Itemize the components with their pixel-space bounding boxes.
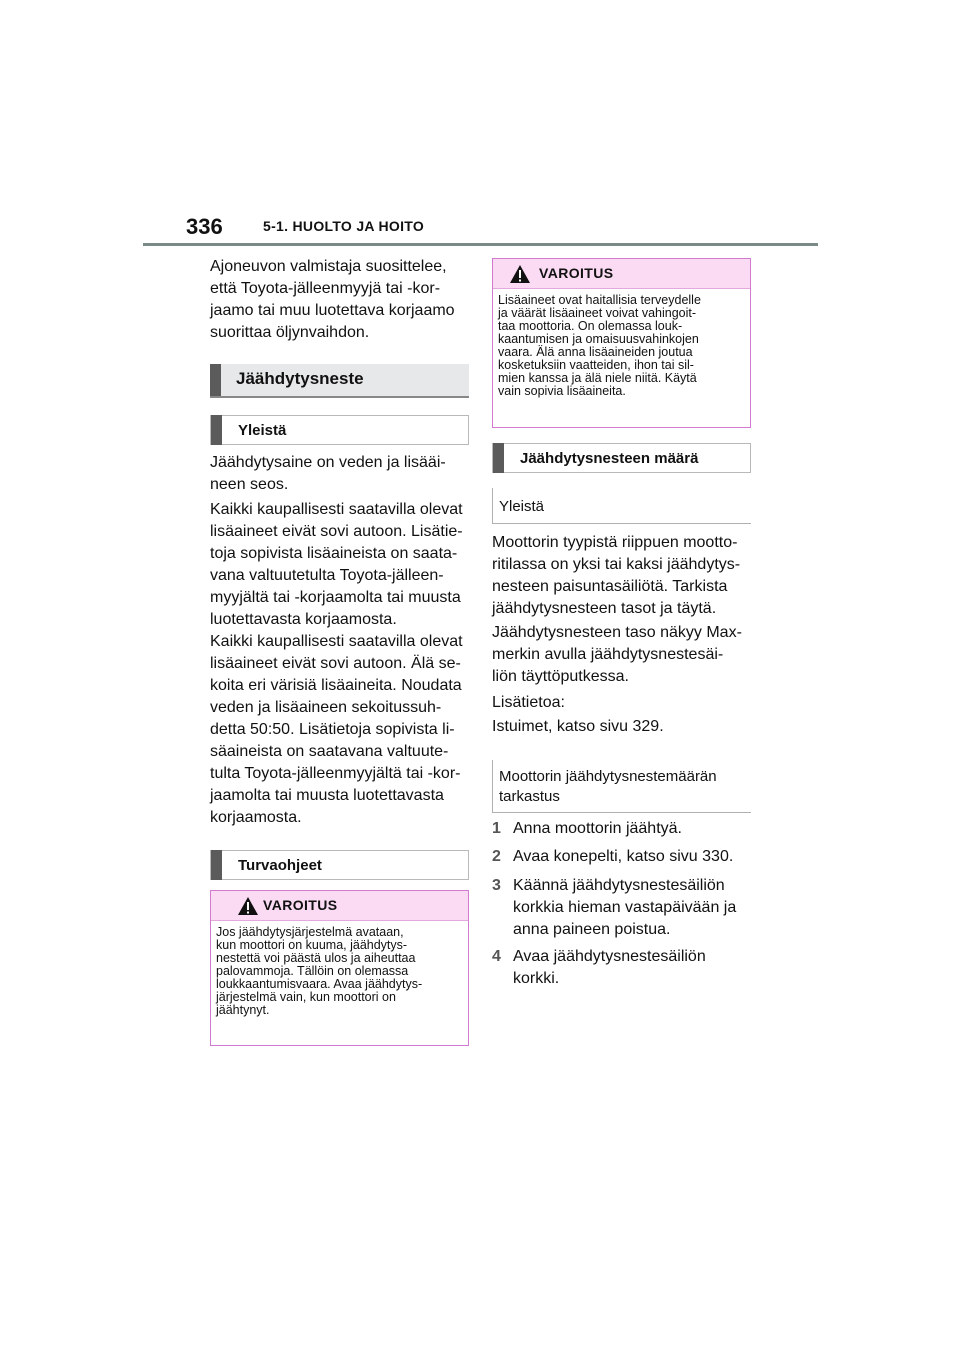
expansion-tank-paragraph <box>492 532 754 620</box>
step-text <box>513 846 753 868</box>
step-text <box>513 818 753 840</box>
text-line: luotettavasta korjaamosta. <box>210 611 397 628</box>
text-line: kun moottori on kuuma, jäähdytys- <box>216 938 408 952</box>
text-line: koita eri värisiä lisäaineita. Noudata <box>210 677 462 694</box>
heading-marker <box>493 443 504 473</box>
text-line: että Toyota-jälleenmyyjä tai -kor- <box>210 280 441 297</box>
step-number: 1 <box>492 820 501 837</box>
heading-general <box>210 415 469 445</box>
seats-reference: Istuimet, katso sivu 329. <box>492 718 664 735</box>
text-line: anna paineen poistua. <box>513 921 671 938</box>
subheading-general-text: Yleistä <box>499 498 545 515</box>
heading-coolant-amount-text: Jäähdytysnesteen määrä <box>520 450 699 467</box>
text-line: Ajoneuvon valmistaja suosittelee, <box>210 258 447 275</box>
text-line: Avaa konepelti, katso sivu 330. <box>513 848 734 865</box>
text-line: lisäaineet eivät sovi autoon. Lisätie- <box>210 523 463 540</box>
text-line: kosketuksiin vaatteiden, ihon tai sil- <box>498 358 694 372</box>
text-line: ja väärät lisäaineet voivat vahingoit- <box>498 306 697 320</box>
text-line: detta 50:50. Lisätietoja sopivista li- <box>210 721 455 738</box>
text-line: korkkia hieman vastapäivään ja <box>513 899 737 916</box>
step-text <box>513 875 753 941</box>
heading-marker <box>210 364 221 396</box>
heading-coolant <box>210 364 469 396</box>
text-line: jaamolta tai muusta luotettavasta <box>210 787 444 804</box>
coolant-mix-paragraph <box>210 452 472 496</box>
step-4 <box>492 946 754 990</box>
subheading-general <box>492 488 751 524</box>
text-line: vain sopivia lisäaineita. <box>498 384 626 398</box>
heading-coolant-amount <box>492 443 751 473</box>
text-line: Lisäaineet ovat haitallisia terveydelle <box>498 293 701 307</box>
more-info-label: Lisätietoa: <box>492 694 565 711</box>
text-line: Kaikki kaupallisesti saatavilla olevat <box>210 501 463 518</box>
text-line: ritilassa on yksi tai kaksi jäähdytys- <box>492 556 741 573</box>
text-line: nesteen paisuntasäiliötä. Tarkista <box>492 578 728 595</box>
text-line: merkin avulla jäähdytysnestesäi- <box>492 646 724 663</box>
text-line: kaantumisen ja omaisuusvahinkojen <box>498 332 699 346</box>
text-line: liön täyttöputkessa. <box>492 668 629 685</box>
heading-general-text: Yleistä <box>238 422 287 439</box>
text-line: Käännä jäähdytysnestesäiliön <box>513 877 725 894</box>
text-line: palovammoja. Tällöin on olemassa <box>216 964 409 978</box>
text-line: Kaikki kaupallisesti saatavilla olevat <box>210 633 463 650</box>
heading-safety <box>210 850 469 880</box>
text-line: myyjältä tai -korjaamolta tai muusta <box>210 589 461 606</box>
warning-box-hot-coolant <box>210 890 469 1046</box>
section-title: 5-1. HUOLTO JA HOITO <box>263 218 425 234</box>
warning-triangle-icon <box>509 264 531 284</box>
heading-safety-text: Turvaohjeet <box>238 857 322 874</box>
text-line: tulta Toyota-jälleenmyyjältä tai -kor- <box>210 765 461 782</box>
warning-title: VAROITUS <box>539 265 614 281</box>
text-line: jaamo tai muu luotettava korjaamo <box>210 302 455 319</box>
text-line: Moottorin tyypistä riippuen mootto- <box>492 534 738 551</box>
step-text <box>513 946 753 990</box>
header-divider <box>143 243 818 246</box>
additives-paragraph <box>210 499 472 829</box>
text-line: korkki. <box>513 970 560 987</box>
step-1 <box>492 818 754 840</box>
text-line: suorittaa öljynvaihdon. <box>210 324 370 341</box>
intro-paragraph <box>210 256 472 344</box>
warning-header <box>211 891 468 921</box>
text-line: nestettä voi päästä ulos ja aiheuttaa <box>216 951 416 965</box>
step-number: 4 <box>492 948 501 965</box>
warning-title: VAROITUS <box>263 897 338 913</box>
warning-header <box>493 259 750 289</box>
max-mark-paragraph <box>492 622 754 688</box>
text-line: Anna moottorin jäähtyä. <box>513 820 682 837</box>
heading-coolant-text: Jäähdytysneste <box>236 369 364 388</box>
step-2 <box>492 846 754 868</box>
text-line: jäähdytysnesteen tasot ja täytä. <box>492 600 717 617</box>
step-number: 2 <box>492 848 501 865</box>
text-line: Jos jäähdytysjärjestelmä avataan, <box>216 925 404 939</box>
heading-marker <box>211 850 222 880</box>
text-line: loukkaantumisvaara. Avaa jäähdytys- <box>216 977 423 991</box>
text-line: taa moottoria. On olemassa louk- <box>498 319 683 333</box>
text-line: vaara. Älä anna lisäaineiden joutua <box>498 345 693 359</box>
text-line: jäähtynyt. <box>216 1003 270 1017</box>
text-line: neen seos. <box>210 476 289 493</box>
heading-marker <box>211 415 222 445</box>
text-line: Moottorin jäähdytysnestemäärän <box>499 768 717 785</box>
warning-text <box>211 921 468 1017</box>
warning-box-additives <box>492 258 751 428</box>
text-line: lisäaineet eivät sovi autoon. Älä se- <box>210 655 461 672</box>
text-line: korjaamosta. <box>210 809 302 826</box>
warning-text <box>493 289 750 398</box>
page-number: 336 <box>186 214 223 239</box>
warning-triangle-icon <box>237 896 259 916</box>
text-line: veden ja lisäaineen sekoitussuh- <box>210 699 442 716</box>
subheading-coolant-check-text <box>493 760 751 807</box>
text-line: Jäähdytysnesteen taso näkyy Max- <box>492 624 742 641</box>
text-line: mien kanssa ja älä niele niitä. Käytä <box>498 371 697 385</box>
text-line: Avaa jäähdytysnestesäiliön <box>513 948 706 965</box>
step-3 <box>492 875 754 941</box>
text-line: Jäähdytysaine on veden ja lisääi- <box>210 454 446 471</box>
text-line: vana valtuutetulta Toyota-jälleen- <box>210 567 444 584</box>
step-number: 3 <box>492 877 501 894</box>
subheading-coolant-check <box>492 760 751 813</box>
text-line: toja sopivista lisäaineista on saata- <box>210 545 458 562</box>
heading-rule <box>210 396 469 398</box>
text-line: säaineista on saatavana valtuute- <box>210 743 449 760</box>
text-line: järjestelmä vain, kun moottori on <box>216 990 396 1004</box>
text-line: tarkastus <box>499 788 560 805</box>
